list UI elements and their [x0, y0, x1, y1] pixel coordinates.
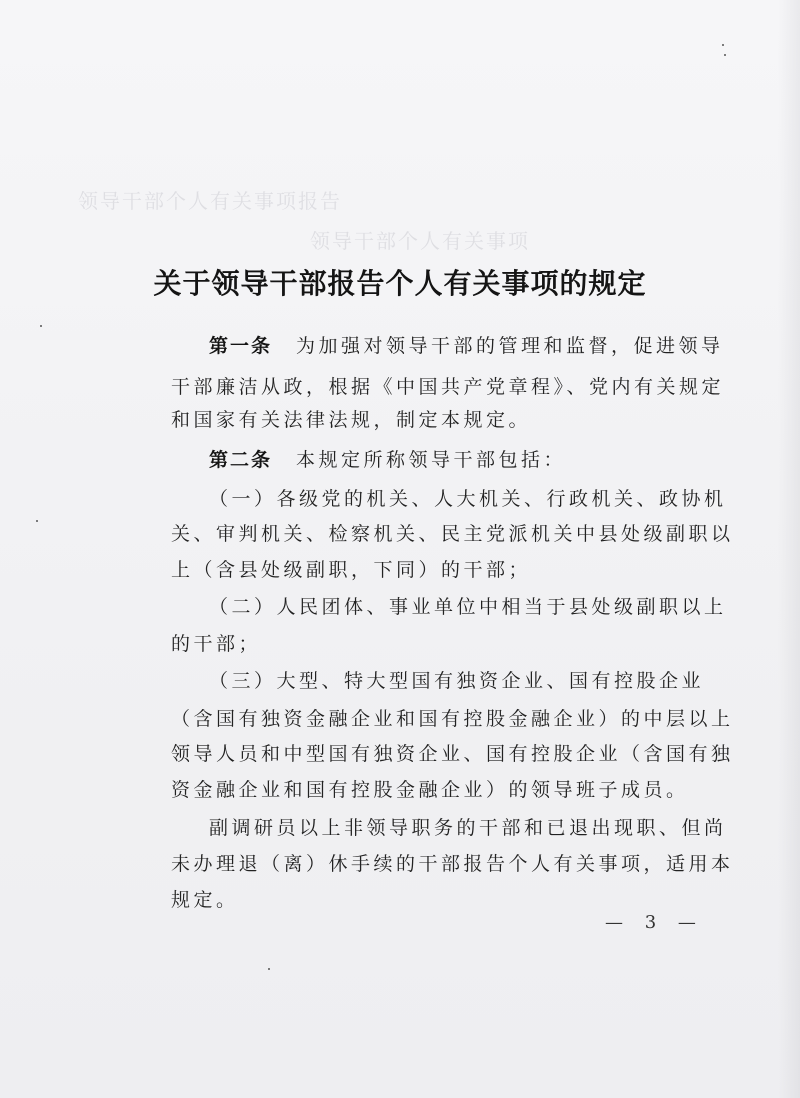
scan-speck	[268, 968, 270, 970]
article-2-line-1	[209, 445, 566, 472]
article-2-label: 第二条	[209, 449, 273, 471]
article-2-text: 本规定所称领导干部包括：	[296, 449, 567, 471]
article-1-label: 第一条	[209, 335, 273, 357]
document-title: 关于领导干部报告个人有关事项的规定	[153, 267, 647, 300]
item-3-line-2: （含国有独资金融企业和国有控股金融企业）的中层以上	[171, 708, 734, 730]
scan-edge-shadow	[778, 0, 800, 1098]
bleed-through-text: 领导干部个人有关事项	[310, 229, 530, 253]
closing-line-2: 未办理退（离）休手续的干部报告个人有关事项，适用本	[171, 853, 734, 875]
scan-speck	[36, 520, 38, 522]
article-1-line-3: 和国家有关法律法规，制定本规定。	[171, 409, 532, 431]
scan-speck	[722, 44, 724, 46]
article-1-line-2: 干部廉洁从政，根据《中国共产党章程》、党内有关规定	[171, 376, 725, 398]
item-2-line-2: 的干部；	[171, 633, 262, 655]
scan-speck	[724, 54, 726, 56]
article-1-line-1	[209, 331, 724, 358]
item-3-line-4: 资金融企业和国有控股金融企业）的领导班子成员。	[171, 779, 689, 801]
item-1-line-3: 上（含县处级副职，下同）的干部；	[171, 559, 532, 581]
closing-line-3: 规定。	[171, 889, 239, 911]
item-3-line-3: 领导人员和中型国有独资企业、国有控股企业（含国有独	[171, 743, 734, 765]
article-1-text: 为加强对领导干部的管理和监督，促进领导	[296, 335, 724, 357]
closing-line-1: 副调研员以上非领导职务的干部和已退出现职、但尚	[209, 817, 727, 839]
item-1-line-2: 关、审判机关、检察机关、民主党派机关中县处级副职以	[171, 523, 734, 545]
bleed-through-text: 领导干部个人有关事项报告	[78, 189, 342, 213]
page-number: — 3 —	[605, 912, 704, 933]
scan-speck	[40, 325, 42, 327]
item-2-line-1: （二）人民团体、事业单位中相当于县处级副职以上	[209, 596, 727, 618]
item-3-line-1: （三）大型、特大型国有独资企业、国有控股企业	[209, 670, 705, 692]
item-1-line-1: （一）各级党的机关、人大机关、行政机关、政协机	[209, 488, 727, 510]
